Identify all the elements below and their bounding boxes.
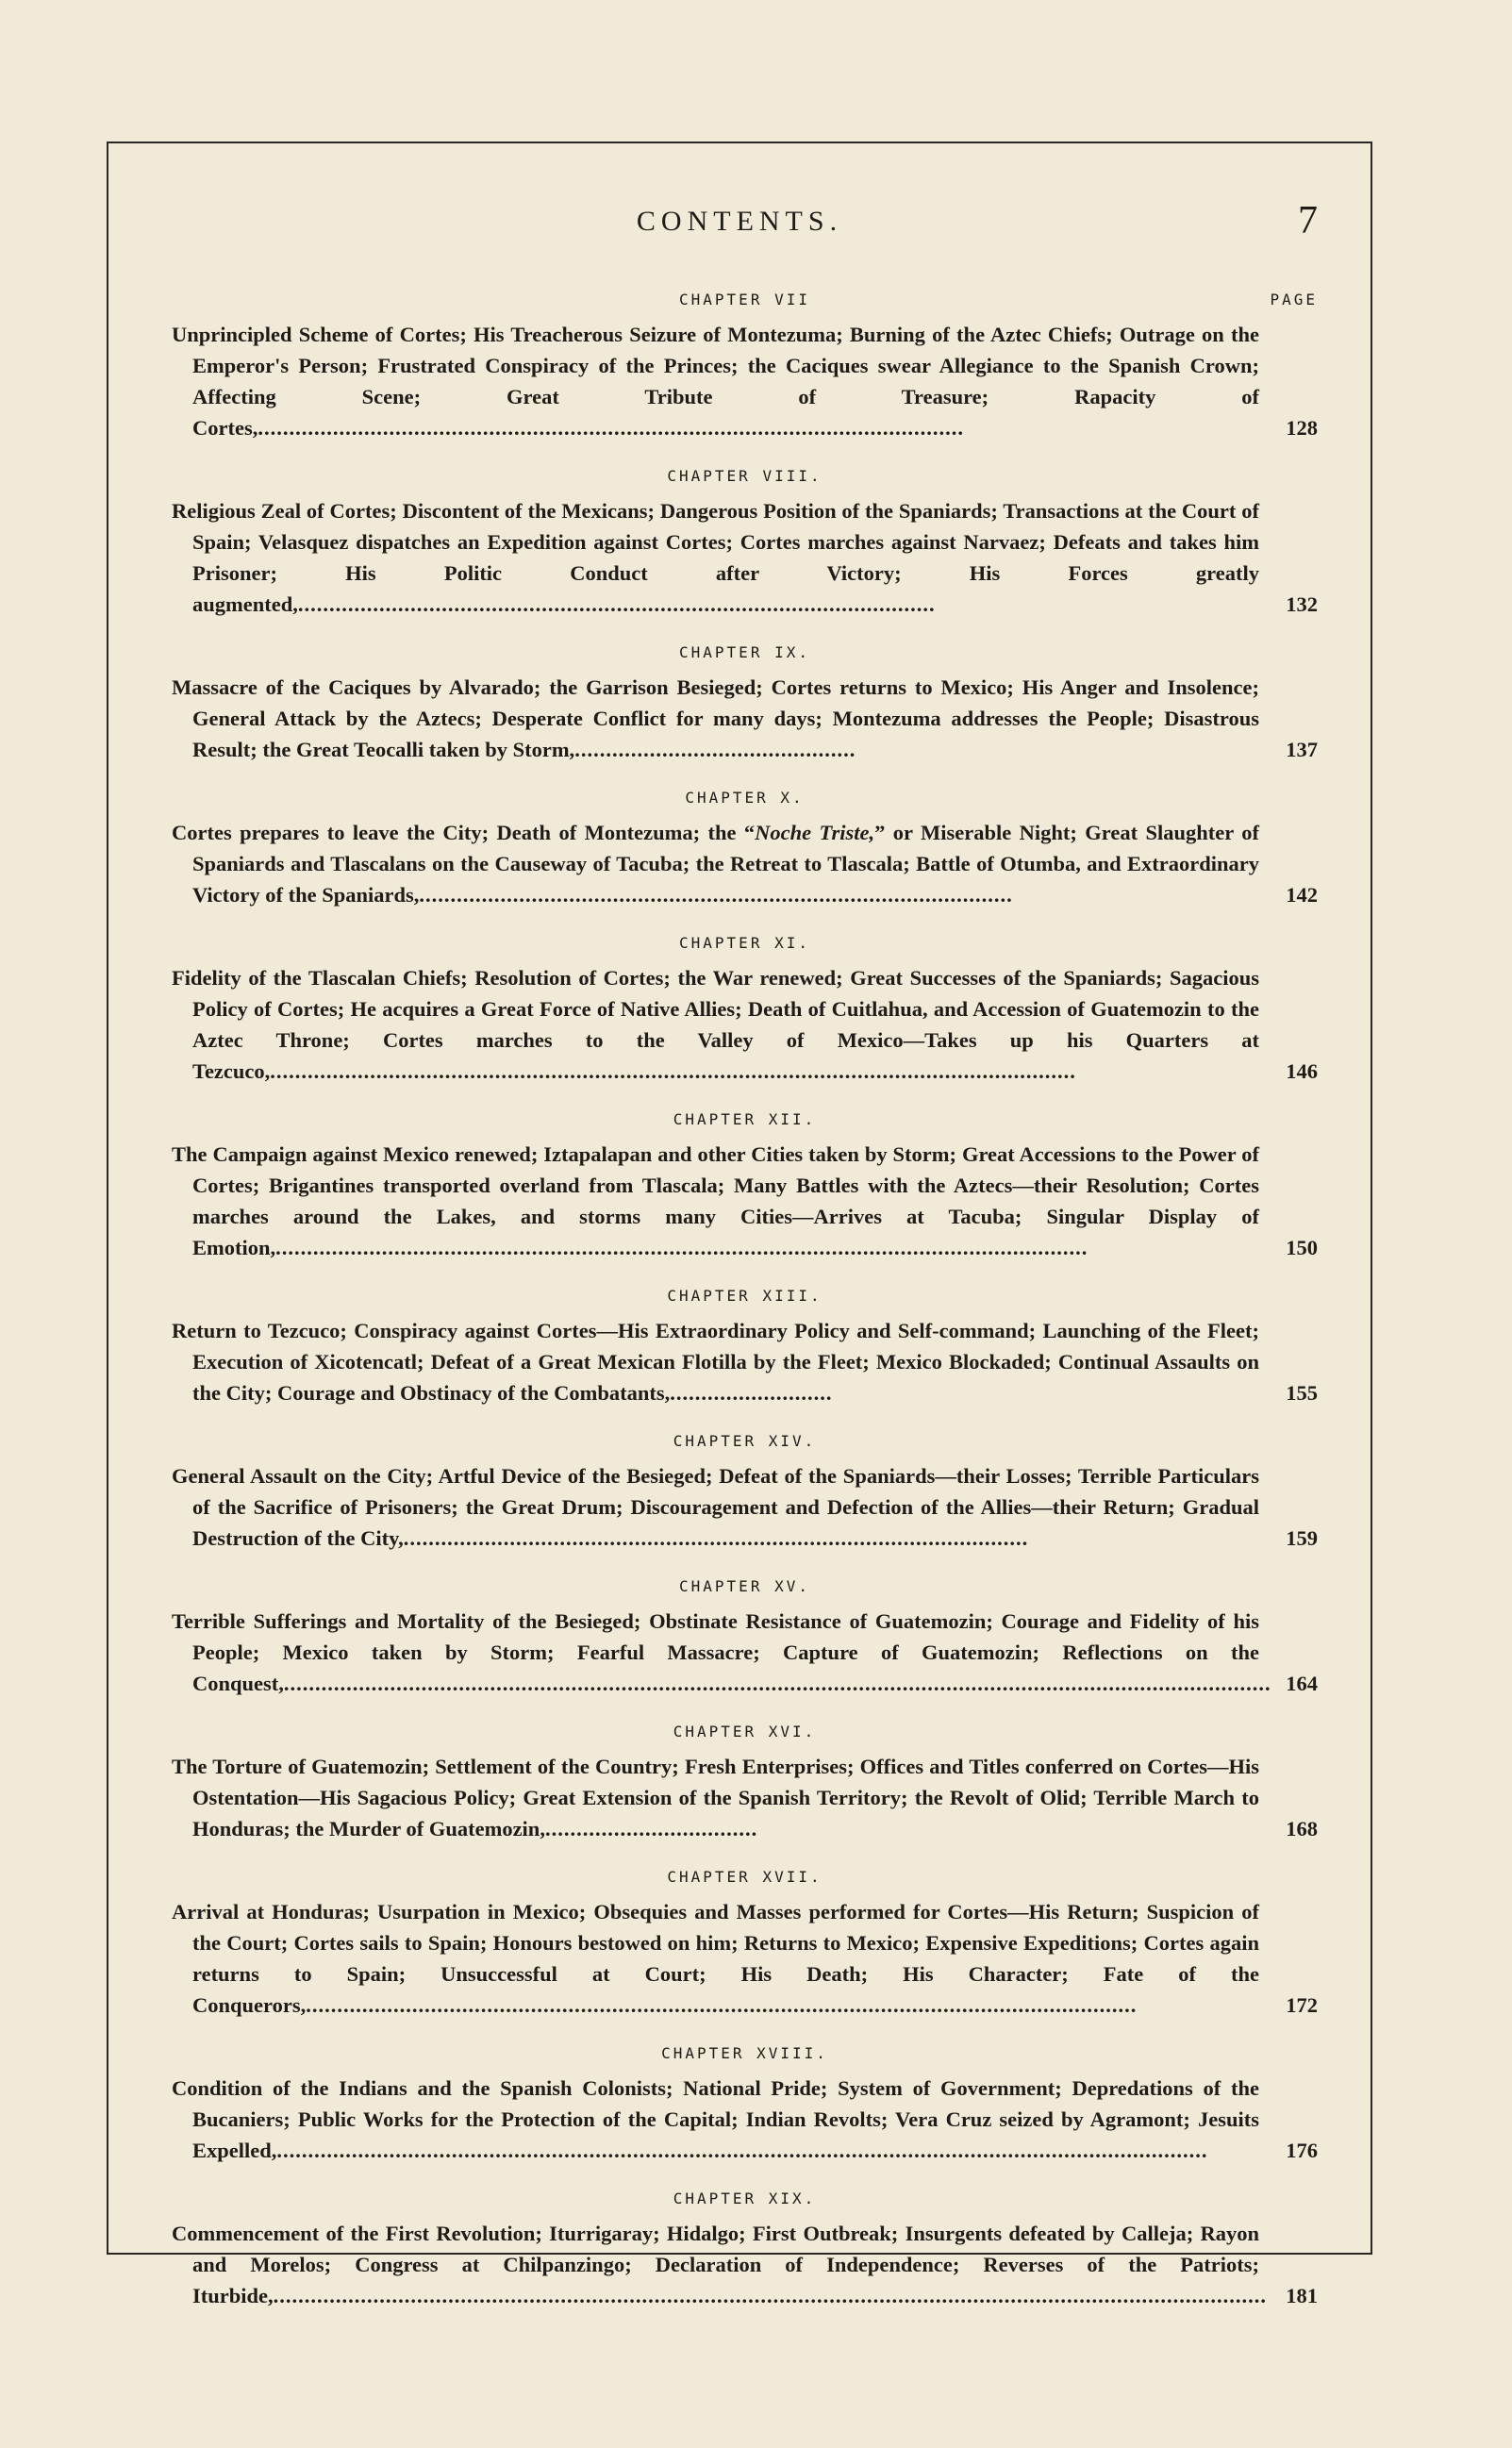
toc-entry: [172, 1432, 1318, 1554]
entry-description: [172, 672, 1318, 765]
toc-entry: [172, 1723, 1318, 1844]
chapter-label: CHAPTER XIX.: [673, 2190, 817, 2207]
entry-page-number: 146: [1286, 1059, 1318, 1083]
chapter-line: [172, 1110, 1318, 1131]
entry-page-number: 176: [1286, 2139, 1318, 2162]
chapter-label: CHAPTER IX.: [679, 643, 810, 661]
entry-page-number: 172: [1286, 1993, 1318, 2017]
leader-dots: ...............................................................................................................................................................: [273, 2284, 1268, 2307]
chapter-label: CHAPTER XVIII.: [661, 2044, 828, 2062]
table-of-contents: [172, 291, 1318, 2335]
page-number: 7: [1298, 199, 1318, 242]
entry-page-number: 128: [1286, 416, 1318, 440]
chapter-label: CHAPTER VIII.: [667, 467, 822, 485]
entry-text: Religious Zeal of Cortes; Discontent of the Mexicans; Dangerous Position of the Spaniards; Transactions at the Court of Spain; Velasquez dispatches an Expedition against Cortes; Cortes marches against Narvaez; Defeats and takes him Prisoner; His Politic Conduct after Victory; His Forces greatly augmented,: [172, 499, 1259, 616]
entry-text: General Assault on the City; Artful Device of the Besieged; Defeat of the Spaniards—their Losses; Terrible Particulars of the Sacrifice of Prisoners; the Great Drum; Discouragement and Defection of the Allies—their Return; Gradual Destruction of the City,: [172, 1464, 1259, 1550]
chapter-line: [172, 789, 1318, 809]
entry-description: [172, 495, 1318, 620]
leader-dots: ......................................................................................................: [297, 592, 936, 616]
chapter-line: [172, 934, 1318, 955]
entry-description: [172, 962, 1318, 1087]
entry-description: [172, 1460, 1318, 1554]
chapter-label: CHAPTER X.: [685, 789, 805, 807]
leader-dots: ..............................................................................................................................................................: [283, 1672, 1271, 1695]
leader-dots: ....................................................................................................: [403, 1526, 1029, 1550]
toc-entry: [172, 1110, 1318, 1263]
chapter-line: [172, 2044, 1318, 2065]
chapter-line: [172, 2190, 1318, 2210]
toc-entry: [172, 1868, 1318, 2021]
leader-dots: ..........................: [670, 1381, 833, 1405]
toc-entry: [172, 291, 1318, 443]
entry-description: [172, 1606, 1318, 1699]
entry-description: [172, 1315, 1318, 1408]
entry-page-number: 137: [1286, 738, 1318, 761]
entry-description: [172, 1896, 1318, 2021]
entry-text-before: Cortes prepares to leave the City; Death of Montezuma; the “: [172, 821, 756, 844]
toc-entry: [172, 934, 1318, 1087]
page-column-label: PAGE: [1270, 291, 1318, 308]
entry-text: The Torture of Guatemozin; Settlement of the Country; Fresh Enterprises; Offices and Titles conferred on Cortes—His Ostentation—His Sagacious Policy; Great Extension of the Spanish Territory; the Revolt of Olid; Terrible March to Honduras; the Murder of Guatemozin,: [172, 1755, 1259, 1840]
toc-entry: [172, 467, 1318, 620]
entry-page-number: 168: [1286, 1817, 1318, 1840]
running-head: [108, 198, 1371, 245]
leader-dots: .....................................................................................................................................: [306, 1993, 1138, 2017]
chapter-label: CHAPTER XIV.: [673, 1432, 817, 1450]
entry-page-number: 150: [1286, 1236, 1318, 1259]
toc-entry: [172, 2044, 1318, 2166]
chapter-line: [172, 291, 1318, 311]
chapter-line: [172, 643, 1318, 664]
chapter-label: CHAPTER XI.: [679, 934, 810, 952]
entry-text-after: ” or Miserable Night; Great Slaughter of Spaniards and Tlascalans on the Causeway of Tacuba; the Retreat to Tlascala; Battle of Otumba, and Extraordinary Victory of the Spaniards,: [192, 821, 1259, 907]
chapter-label: CHAPTER XII.: [673, 1110, 817, 1128]
running-title: CONTENTS.: [636, 206, 843, 237]
leader-dots: ...............................................................................................: [419, 883, 1013, 907]
entry-page-number: 181: [1286, 2284, 1318, 2307]
entry-text-italic: Noche Triste,: [755, 821, 875, 844]
entry-description: [172, 319, 1318, 443]
chapter-label: CHAPTER XVII.: [667, 1868, 822, 1886]
entry-description: [172, 817, 1318, 910]
leader-dots: .....................................................................................................................................................: [276, 2139, 1208, 2162]
entry-description: [172, 1751, 1318, 1844]
chapter-line: [172, 1577, 1318, 1598]
entry-text: Commencement of the First Revolution; Iturrigaray; Hidalgo; First Outbreak; Insurgents defeated by Calleja; Rayon and Morelos; Congress at Chilpanzingo; Declaration of Independence; Reverses of the Patriots; Iturbide,: [172, 2222, 1259, 2307]
toc-entry: [172, 2190, 1318, 2311]
toc-entry: [172, 643, 1318, 765]
entry-description: [172, 2073, 1318, 2166]
entry-page-number: 132: [1286, 592, 1318, 616]
entry-text: Unprincipled Scheme of Cortes; His Treacherous Seizure of Montezuma; Burning of the Aztec Chiefs; Outrage on the Emperor's Person; Frustrated Conspiracy of the Princes; the Caciques swear Allegiance to the Spanish Crown; Affecting Scene; Great Tribute of Treasure; Rapacity of Cortes,: [172, 323, 1259, 440]
chapter-line: [172, 1432, 1318, 1453]
entry-text: Fidelity of the Tlascalan Chiefs; Resolution of Cortes; the War renewed; Great Successes of the Spaniards; Sagacious Policy of Cortes; He acquires a Great Force of Native Allies; Death of Cuitlahua, and Accession of Guatemozin to the Aztec Throne; Cortes marches to the Valley of Mexico—Takes up his Quarters at Tezcuco,: [172, 966, 1259, 1083]
entry-text: Return to Tezcuco; Conspiracy against Cortes—His Extraordinary Policy and Self-command; Launching of the Fleet; Execution of Xicotencatl; Defeat of a Great Mexican Flotilla by the Fleet; Mexico Blockaded; Continual Assaults on the City; Courage and Obstinacy of the Combatants,: [172, 1319, 1259, 1405]
entry-text: Massacre of the Caciques by Alvarado; the Garrison Besieged; Cortes returns to Mexico; His Anger and Insolence; General Attack by the Aztecs; Desperate Conflict for many days; Montezuma addresses the People; Disastrous Result; the Great Teocalli taken by Storm,: [172, 675, 1259, 761]
chapter-line: [172, 1287, 1318, 1307]
leader-dots: .............................................: [574, 738, 856, 761]
entry-text: Arrival at Honduras; Usurpation in Mexico; Obsequies and Masses performed for Cortes—His Return; Suspicion of the Court; Cortes sails to Spain; Honours bestowed on him; Returns to Mexico; Expensive Expeditions; Cortes again returns to Spain; Unsuccessful at Court; His Death; His Character; Fate of the Conquerors,: [172, 1900, 1259, 2017]
entry-page-number: 159: [1286, 1526, 1318, 1550]
toc-entry: [172, 789, 1318, 910]
entry-description: [172, 2218, 1318, 2311]
entry-text: Terrible Sufferings and Mortality of the Besieged; Obstinate Resistance of Guatemozin; Courage and Fidelity of his People; Mexico taken by Storm; Fearful Massacre; Capture of Guatemozin; Reflections on the Conquest,: [172, 1609, 1259, 1695]
entry-page-number: 155: [1286, 1381, 1318, 1405]
chapter-label: CHAPTER XV.: [679, 1577, 810, 1595]
leader-dots: .................................................................................................................................: [270, 1059, 1076, 1083]
leader-dots: ..................................: [544, 1817, 758, 1840]
leader-dots: ..................................................................................................................................: [275, 1236, 1088, 1259]
entry-description: [172, 1139, 1318, 1263]
toc-entry: [172, 1287, 1318, 1408]
entry-page-number: 142: [1286, 883, 1318, 907]
toc-entry: [172, 1577, 1318, 1699]
leader-dots: .................................................................................................................: [258, 416, 964, 440]
entry-text: Condition of the Indians and the Spanish Colonists; National Pride; System of Government; Depredations of the Bucaniers; Public Works for the Protection of the Capital; Indian Revolts; Vera Cruz seized by Agramont; Jesuits Expelled,: [172, 2076, 1259, 2162]
entry-page-number: 164: [1286, 1672, 1318, 1695]
chapter-line: [172, 1868, 1318, 1889]
entry-text: The Campaign against Mexico renewed; Iztapalapan and other Cities taken by Storm; Great Accessions to the Power of Cortes; Brigantines transported overland from Tlascala; Many Battles with the Aztecs—their Resolution; Cortes marches around the Lakes, and storms many Cities—Arrives at Tacuba; Singular Display of Emotion,: [172, 1142, 1259, 1259]
chapter-label: CHAPTER XVI.: [673, 1723, 817, 1740]
chapter-line: [172, 1723, 1318, 1743]
page-frame: [107, 142, 1372, 2307]
chapter-line: [172, 467, 1318, 488]
chapter-label: CHAPTER VII: [679, 291, 810, 308]
chapter-label: CHAPTER XIII.: [667, 1287, 822, 1305]
